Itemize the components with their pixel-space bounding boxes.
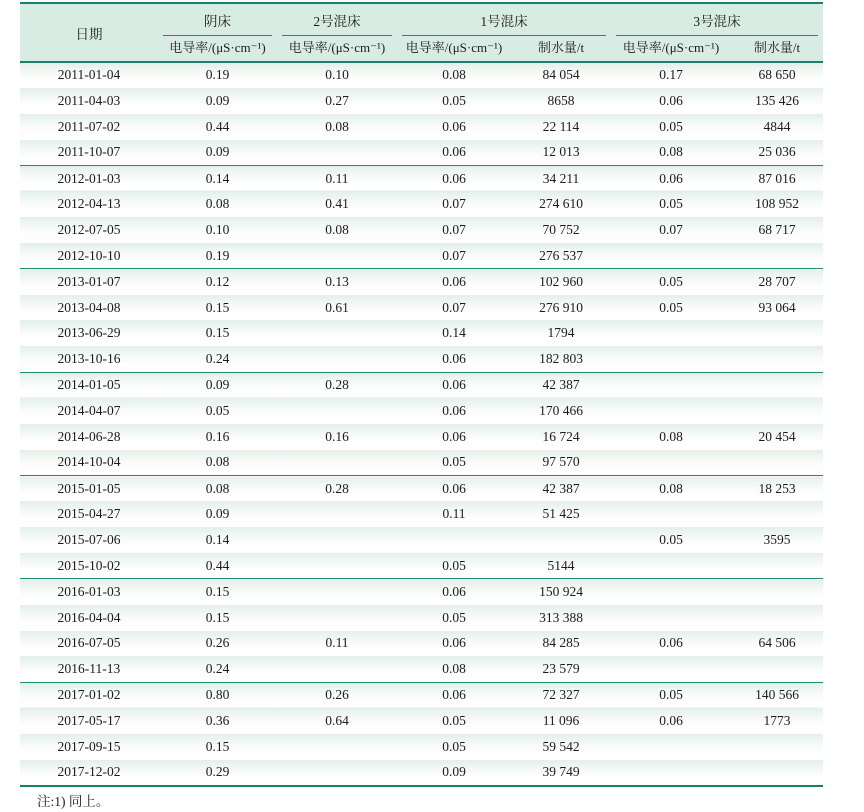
header-conductivity-anion: 电导率/(μS·cm⁻¹) <box>158 36 277 62</box>
value-cell: 0.09 <box>158 372 277 398</box>
value-cell <box>277 553 397 579</box>
value-cell: 0.17 <box>611 62 731 88</box>
value-cell: 0.06 <box>397 682 511 708</box>
value-cell: 274 610 <box>511 191 611 217</box>
value-cell: 0.05 <box>397 605 511 631</box>
header-date: 日期 <box>20 3 158 62</box>
value-cell: 0.44 <box>158 114 277 140</box>
value-cell: 0.08 <box>397 62 511 88</box>
value-cell: 0.05 <box>611 269 731 295</box>
table-row <box>20 114 823 140</box>
value-cell: 0.05 <box>158 398 277 424</box>
value-cell: 0.06 <box>611 88 731 114</box>
table-row <box>20 140 823 166</box>
value-cell: 0.06 <box>397 165 511 191</box>
value-cell: 39 749 <box>511 760 611 786</box>
footnote: 注:1) 同上。 <box>37 794 110 809</box>
value-cell <box>277 140 397 166</box>
value-cell <box>611 398 731 424</box>
value-cell <box>277 760 397 786</box>
value-cell: 0.06 <box>397 424 511 450</box>
value-cell: 0.06 <box>611 631 731 657</box>
table-row <box>20 295 823 321</box>
date-cell: 2011-07-02 <box>20 114 158 140</box>
value-cell: 64 506 <box>731 631 823 657</box>
value-cell: 5144 <box>511 553 611 579</box>
value-cell: 0.08 <box>158 191 277 217</box>
value-cell: 0.09 <box>158 88 277 114</box>
date-cell: 2015-07-06 <box>20 527 158 553</box>
value-cell <box>611 501 731 527</box>
value-cell: 0.06 <box>397 476 511 502</box>
value-cell <box>277 656 397 682</box>
value-cell: 70 752 <box>511 217 611 243</box>
value-cell: 0.06 <box>397 372 511 398</box>
value-cell: 4844 <box>731 114 823 140</box>
date-cell: 2012-01-03 <box>20 165 158 191</box>
value-cell: 0.06 <box>397 269 511 295</box>
value-cell <box>731 579 823 605</box>
date-cell: 2014-01-05 <box>20 372 158 398</box>
value-cell: 276 910 <box>511 295 611 321</box>
value-cell: 23 579 <box>511 656 611 682</box>
value-cell: 0.24 <box>158 656 277 682</box>
value-cell: 1794 <box>511 320 611 346</box>
value-cell: 0.11 <box>397 501 511 527</box>
value-cell: 51 425 <box>511 501 611 527</box>
header-conductivity-mixed2: 电导率/(μS·cm⁻¹) <box>277 36 397 62</box>
date-cell: 2017-09-15 <box>20 734 158 760</box>
value-cell <box>611 656 731 682</box>
value-cell: 0.15 <box>158 605 277 631</box>
value-cell <box>731 398 823 424</box>
value-cell: 0.15 <box>158 734 277 760</box>
value-cell: 0.05 <box>397 734 511 760</box>
value-cell: 18 253 <box>731 476 823 502</box>
date-cell: 2011-10-07 <box>20 140 158 166</box>
value-cell: 8658 <box>511 88 611 114</box>
value-cell <box>731 760 823 786</box>
value-cell: 1773 <box>731 708 823 734</box>
water-treatment-table <box>20 2 823 787</box>
date-cell: 2016-04-04 <box>20 605 158 631</box>
table-row <box>20 734 823 760</box>
value-cell: 0.16 <box>277 424 397 450</box>
date-cell: 2016-11-13 <box>20 656 158 682</box>
header-water-output-mixed1: 制水量/t <box>511 36 611 62</box>
value-cell: 68 650 <box>731 62 823 88</box>
value-cell: 0.08 <box>397 656 511 682</box>
value-cell: 0.08 <box>158 450 277 476</box>
value-cell: 0.24 <box>158 346 277 372</box>
table-body <box>20 62 823 786</box>
value-cell: 3595 <box>731 527 823 553</box>
value-cell: 0.06 <box>611 708 731 734</box>
table-header <box>20 3 823 62</box>
date-cell: 2014-04-07 <box>20 398 158 424</box>
value-cell: 72 327 <box>511 682 611 708</box>
value-cell: 0.15 <box>158 579 277 605</box>
value-cell: 0.07 <box>397 295 511 321</box>
header-group-mixed-bed-2 <box>277 3 397 36</box>
value-cell: 108 952 <box>731 191 823 217</box>
value-cell <box>277 450 397 476</box>
value-cell: 42 387 <box>511 372 611 398</box>
table-row <box>20 372 823 398</box>
table-row <box>20 398 823 424</box>
value-cell: 0.09 <box>158 501 277 527</box>
date-cell: 2014-06-28 <box>20 424 158 450</box>
value-cell <box>277 398 397 424</box>
value-cell <box>731 320 823 346</box>
value-cell: 0.08 <box>158 476 277 502</box>
value-cell: 0.28 <box>277 372 397 398</box>
table-row <box>20 346 823 372</box>
value-cell: 20 454 <box>731 424 823 450</box>
value-cell: 0.16 <box>158 424 277 450</box>
value-cell: 0.06 <box>397 631 511 657</box>
value-cell: 0.05 <box>611 527 731 553</box>
date-cell: 2017-12-02 <box>20 760 158 786</box>
table-wrap <box>20 2 823 787</box>
value-cell: 0.36 <box>158 708 277 734</box>
value-cell: 0.19 <box>158 62 277 88</box>
header-water-output-mixed3: 制水量/t <box>731 36 823 62</box>
value-cell: 0.15 <box>158 295 277 321</box>
value-cell: 0.15 <box>158 320 277 346</box>
date-cell: 2017-05-17 <box>20 708 158 734</box>
group-label: 3号混床 <box>616 4 818 36</box>
table-row <box>20 501 823 527</box>
value-cell <box>277 527 397 553</box>
value-cell: 0.80 <box>158 682 277 708</box>
value-cell: 0.44 <box>158 553 277 579</box>
table-row <box>20 682 823 708</box>
value-cell <box>277 734 397 760</box>
value-cell <box>397 527 511 553</box>
header-group-mixed-bed-3 <box>611 3 823 36</box>
value-cell <box>731 243 823 269</box>
date-cell: 2011-04-03 <box>20 88 158 114</box>
value-cell: 16 724 <box>511 424 611 450</box>
value-cell: 0.28 <box>277 476 397 502</box>
table-row <box>20 527 823 553</box>
date-cell: 2013-04-08 <box>20 295 158 321</box>
group-label: 2号混床 <box>282 4 392 36</box>
value-cell: 34 211 <box>511 165 611 191</box>
value-cell: 0.07 <box>397 217 511 243</box>
value-cell: 0.08 <box>611 476 731 502</box>
value-cell <box>611 372 731 398</box>
value-cell: 0.26 <box>158 631 277 657</box>
value-cell <box>731 656 823 682</box>
value-cell: 84 054 <box>511 62 611 88</box>
value-cell: 0.61 <box>277 295 397 321</box>
header-group-mixed-bed-1 <box>397 3 611 36</box>
table-row <box>20 708 823 734</box>
value-cell: 12 013 <box>511 140 611 166</box>
table-row <box>20 217 823 243</box>
value-cell: 0.05 <box>397 88 511 114</box>
value-cell: 28 707 <box>731 269 823 295</box>
date-cell: 2014-10-04 <box>20 450 158 476</box>
value-cell: 170 466 <box>511 398 611 424</box>
value-cell: 140 566 <box>731 682 823 708</box>
value-cell: 0.19 <box>158 243 277 269</box>
date-cell: 2013-10-16 <box>20 346 158 372</box>
value-cell <box>611 579 731 605</box>
value-cell: 276 537 <box>511 243 611 269</box>
date-cell: 2012-04-13 <box>20 191 158 217</box>
value-cell: 0.07 <box>397 191 511 217</box>
table-row <box>20 605 823 631</box>
value-cell <box>611 243 731 269</box>
value-cell: 0.07 <box>397 243 511 269</box>
table-row <box>20 424 823 450</box>
value-cell <box>731 605 823 631</box>
table-row <box>20 476 823 502</box>
value-cell: 0.06 <box>397 398 511 424</box>
value-cell: 25 036 <box>731 140 823 166</box>
value-cell <box>277 501 397 527</box>
table-row <box>20 631 823 657</box>
value-cell: 0.06 <box>397 114 511 140</box>
value-cell: 182 803 <box>511 346 611 372</box>
value-cell: 0.14 <box>158 527 277 553</box>
value-cell <box>277 346 397 372</box>
date-cell: 2016-07-05 <box>20 631 158 657</box>
value-cell <box>611 734 731 760</box>
value-cell: 0.05 <box>611 295 731 321</box>
value-cell: 0.06 <box>397 579 511 605</box>
table-row <box>20 165 823 191</box>
value-cell: 0.29 <box>158 760 277 786</box>
value-cell: 0.09 <box>158 140 277 166</box>
date-cell: 2011-01-04 <box>20 62 158 88</box>
value-cell: 0.05 <box>611 114 731 140</box>
group-header-row <box>20 3 823 36</box>
value-cell <box>731 450 823 476</box>
value-cell: 0.12 <box>158 269 277 295</box>
value-cell: 0.08 <box>611 424 731 450</box>
date-cell: 2012-07-05 <box>20 217 158 243</box>
value-cell <box>611 346 731 372</box>
value-cell <box>277 243 397 269</box>
value-cell: 0.11 <box>277 165 397 191</box>
table-row <box>20 191 823 217</box>
table-row <box>20 88 823 114</box>
table-row <box>20 320 823 346</box>
table-row <box>20 760 823 786</box>
value-cell <box>611 605 731 631</box>
date-cell: 2015-10-02 <box>20 553 158 579</box>
date-cell: 2015-01-05 <box>20 476 158 502</box>
date-cell: 2013-06-29 <box>20 320 158 346</box>
header-group-anion-bed <box>158 3 277 36</box>
table-row <box>20 62 823 88</box>
value-cell: 0.27 <box>277 88 397 114</box>
date-cell: 2013-01-07 <box>20 269 158 295</box>
value-cell <box>611 760 731 786</box>
table-row <box>20 450 823 476</box>
value-cell: 22 114 <box>511 114 611 140</box>
value-cell: 97 570 <box>511 450 611 476</box>
value-cell <box>277 320 397 346</box>
value-cell: 0.09 <box>397 760 511 786</box>
value-cell <box>731 372 823 398</box>
value-cell: 313 388 <box>511 605 611 631</box>
value-cell <box>731 346 823 372</box>
value-cell: 0.07 <box>611 217 731 243</box>
value-cell: 93 064 <box>731 295 823 321</box>
table-row <box>20 269 823 295</box>
value-cell: 87 016 <box>731 165 823 191</box>
value-cell: 0.05 <box>397 708 511 734</box>
value-cell: 0.08 <box>277 114 397 140</box>
value-cell: 102 960 <box>511 269 611 295</box>
table-row <box>20 579 823 605</box>
value-cell: 0.10 <box>158 217 277 243</box>
date-cell: 2016-01-03 <box>20 579 158 605</box>
value-cell <box>277 605 397 631</box>
value-cell <box>277 579 397 605</box>
value-cell <box>511 527 611 553</box>
group-label: 阴床 <box>163 4 272 36</box>
value-cell: 0.10 <box>277 62 397 88</box>
value-cell: 0.41 <box>277 191 397 217</box>
value-cell: 135 426 <box>731 88 823 114</box>
value-cell: 0.05 <box>397 450 511 476</box>
value-cell: 0.08 <box>277 217 397 243</box>
value-cell <box>611 450 731 476</box>
value-cell: 0.26 <box>277 682 397 708</box>
value-cell <box>731 553 823 579</box>
group-label: 1号混床 <box>402 4 606 36</box>
value-cell: 0.64 <box>277 708 397 734</box>
value-cell: 11 096 <box>511 708 611 734</box>
value-cell: 0.05 <box>611 191 731 217</box>
value-cell: 0.05 <box>611 682 731 708</box>
value-cell: 0.05 <box>397 553 511 579</box>
value-cell: 0.11 <box>277 631 397 657</box>
value-cell: 0.08 <box>611 140 731 166</box>
header-conductivity-mixed3: 电导率/(μS·cm⁻¹) <box>611 36 731 62</box>
value-cell: 0.14 <box>158 165 277 191</box>
value-cell: 84 285 <box>511 631 611 657</box>
value-cell <box>611 320 731 346</box>
value-cell: 0.13 <box>277 269 397 295</box>
value-cell: 59 542 <box>511 734 611 760</box>
table-row <box>20 553 823 579</box>
value-cell: 0.06 <box>611 165 731 191</box>
table-row <box>20 243 823 269</box>
header-conductivity-mixed1: 电导率/(μS·cm⁻¹) <box>397 36 511 62</box>
value-cell: 0.06 <box>397 346 511 372</box>
value-cell: 150 924 <box>511 579 611 605</box>
value-cell: 68 717 <box>731 217 823 243</box>
value-cell: 42 387 <box>511 476 611 502</box>
value-cell <box>611 553 731 579</box>
date-cell: 2017-01-02 <box>20 682 158 708</box>
table-row <box>20 656 823 682</box>
value-cell: 0.06 <box>397 140 511 166</box>
date-cell: 2015-04-27 <box>20 501 158 527</box>
value-cell <box>731 501 823 527</box>
value-cell: 0.14 <box>397 320 511 346</box>
value-cell <box>731 734 823 760</box>
date-cell: 2012-10-10 <box>20 243 158 269</box>
